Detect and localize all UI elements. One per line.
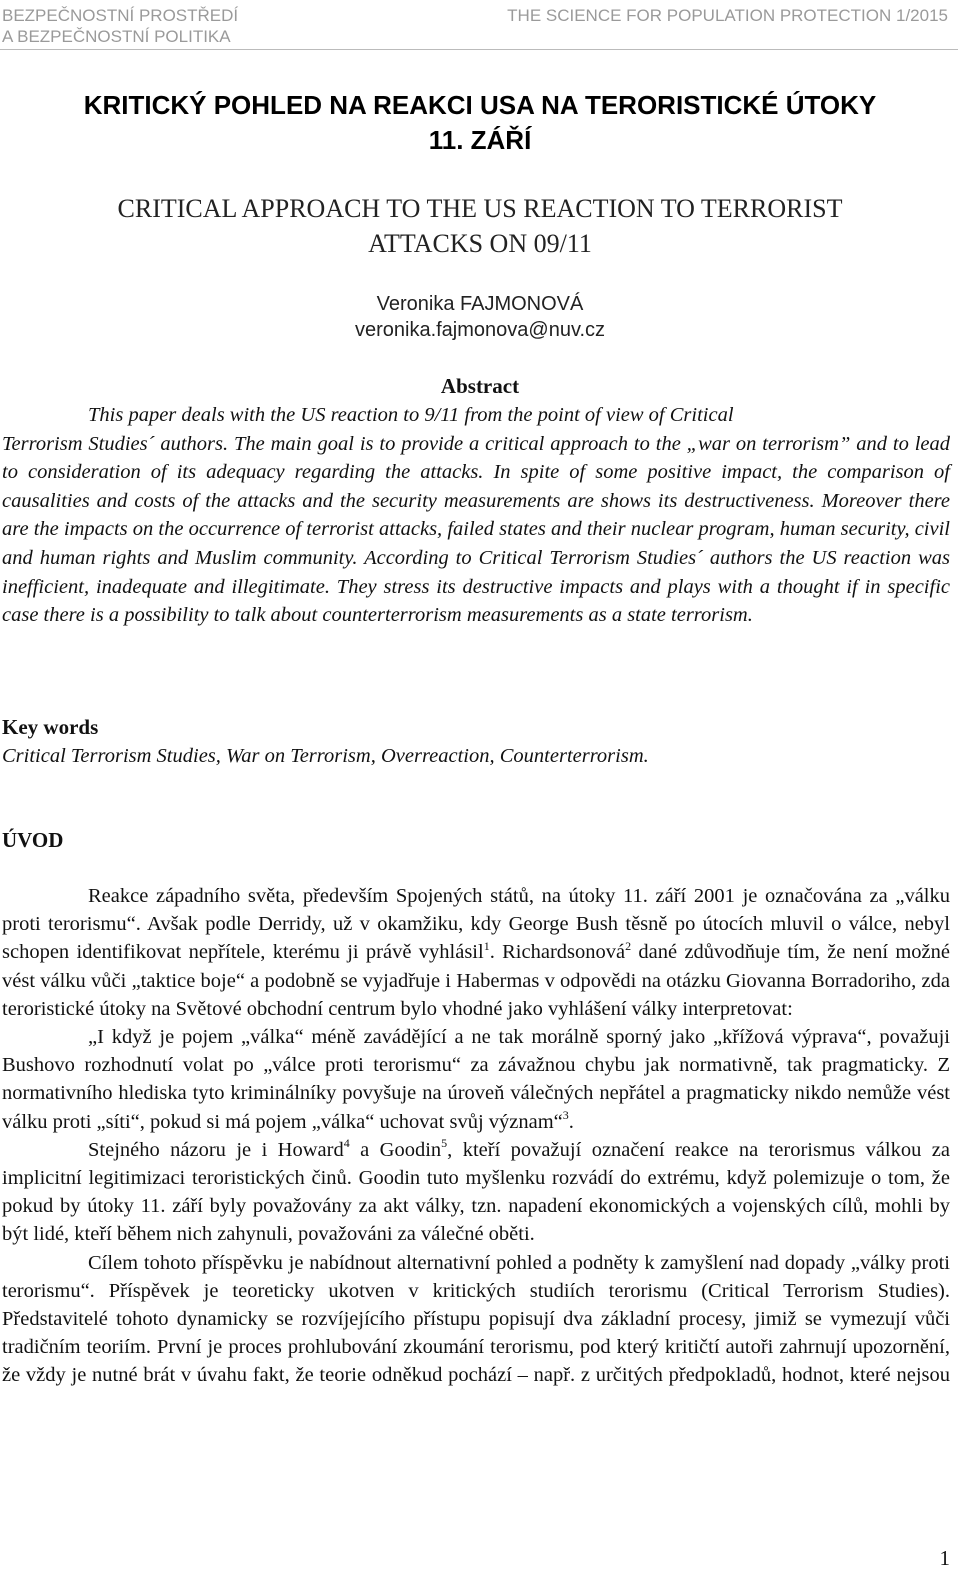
title-en-line1: CRITICAL APPROACH TO THE US REACTION TO TERRORIST xyxy=(117,194,843,223)
title-cz-line1: KRITICKÝ POHLED NA REAKCI USA NA TERORISTICKÉ ÚTOKY xyxy=(83,90,877,120)
footnote-ref[interactable]: 1 xyxy=(483,938,490,953)
quote-end: . xyxy=(568,1110,574,1133)
abstract-first-line: This paper deals with the US reaction to 9/11 from the point of view of Critical xyxy=(88,404,734,426)
body-text-span: dané zdůvodňuje tím, že není možné vést válku vůči „taktice boje“ a podobně se vyjadřuje i Habermas v odpovědi na otázku Giovanna Borradoriho, zda teroristické útoky na Světové obchodní centrum bylo vhodné jako vyhlášení války interpretovat: xyxy=(2,941,950,1020)
header-divider xyxy=(0,49,958,50)
body-paragraph xyxy=(2,1136,950,1249)
block-quote xyxy=(2,1023,950,1136)
article-title-english xyxy=(0,191,960,261)
body-paragraph xyxy=(2,882,950,1023)
body-text xyxy=(2,882,950,1390)
journal-section-header xyxy=(2,5,238,47)
footnote-ref[interactable]: 2 xyxy=(625,938,632,953)
title-en-line2: ATTACKS ON 09/11 xyxy=(368,229,592,258)
quote-text: „I když je pojem „válka“ méně zavádějící a ne tak morálně sporný jako „křížová výprava“, považuji Bushovo rozhodnutí volat po „válce proti terorismu“ za závažnou chybu jak normativně, tak pragmaticky. Z normativního hlediska tyto kriminálníky povyšuje na úroveň válečných nepřátel a pragmaticky nikdo nemůže vést válku proti „síti“, pokud si má pojem „válka“ uchovat svůj význam“ xyxy=(2,1026,950,1133)
abstract-heading: Abstract xyxy=(440,374,520,398)
author-name: Veronika FAJMONOVÁ xyxy=(376,293,584,315)
keywords-heading: Key words xyxy=(2,715,99,739)
section-heading-uvod: ÚVOD xyxy=(2,828,64,852)
journal-title-header: THE SCIENCE FOR POPULATION PROTECTION 1/2015 xyxy=(507,6,948,25)
body-text-span: Reakce západního světa, především Spojených států, na útoky 11. září 2001 je označována za „válku proti terorismu“. Avšak podle Derridy, už v okamžiku, kdy George Bush těsně po útocích mluvil o válce, nebyl schopen identifikovat nepřítele, kterému ji právě vyhlásil xyxy=(2,885,950,964)
body-text-span: a Goodin xyxy=(349,1138,442,1161)
page-number: 1 xyxy=(939,1546,950,1570)
body-text-span: Stejného názoru je i Howard xyxy=(88,1138,344,1161)
title-cz-line2: 11. ZÁŘÍ xyxy=(428,125,532,155)
body-text-span: , kteří považují označení reakce na terorismus válkou za implicitní legitimizaci teroristických činů. Goodin tuto myšlenku rozvádí do extrému, když polemizuje o tom, že pokud by útoky 11. září byly považovány za akt války, tzn. napadení ekonomických a vojenských cílů, mohli by být lidé, kteří během nich zahynuli, považováni za válečné oběti. xyxy=(2,1138,950,1246)
footnote-ref[interactable]: 4 xyxy=(343,1136,350,1150)
header-section-line2: A BEZPEČNOSTNÍ POLITIKA xyxy=(2,27,231,46)
abstract-text xyxy=(2,401,950,630)
author-email[interactable]: veronika.fajmonova@nuv.cz xyxy=(354,319,606,341)
keywords-text: Critical Terrorism Studies, War on Terrorism, Overreaction, Counterterrorism. xyxy=(2,745,649,767)
footnote-ref[interactable]: 3 xyxy=(562,1107,569,1122)
abstract-rest: Terrorism Studies´ authors. The main goal is to provide a critical approach to the „war on terrorism” and to lead to consideration of its adequacy regarding the attacks. In spite of some positive impact, the comparison of causalities and costs of the attacks and the security measurements are shows its destructiveness. Moreover there are the impacts on the occurrence of terrorist attacks, failed states and their nuclear program, human security, civil and human rights and Muslim community. According to Critical Terrorism Studies´ authors the US reaction was inefficient, inadequate and illegitimate. They stress its destructive impacts and plays with a thought if in specific case there is a possibility to talk about counterterrorism measurements as a state terrorism. xyxy=(2,432,950,627)
body-text-span: . Richardsonová xyxy=(489,941,626,964)
body-paragraph: Cílem tohoto příspěvku je nabídnout alternativní pohled a podněty k zamyšlení nad dopady „války proti terorismu“. Příspěvek je teoreticky ukotven v kritických studiích terorismu (Critical Terrorism Studies). Představitelé tohoto dynamicky se rozvíjejícího přístupu popisují dva základní procesy, jimiž se vymezují vůči tradičním teoriím. První je proces prohlubování zkoumání terorismu, pod který kritičtí autoři zahrnují upozornění, že vždy je nutné brát v úvahu fakt, že teorie odněkud pochází – např. z určitých předpokladů, hodnot, které nejsou xyxy=(2,1251,950,1387)
footnote-ref[interactable]: 5 xyxy=(441,1136,448,1150)
article-title-czech xyxy=(0,88,960,158)
header-section-line1: BEZPEČNOSTNÍ PROSTŘEDÍ xyxy=(2,6,239,25)
